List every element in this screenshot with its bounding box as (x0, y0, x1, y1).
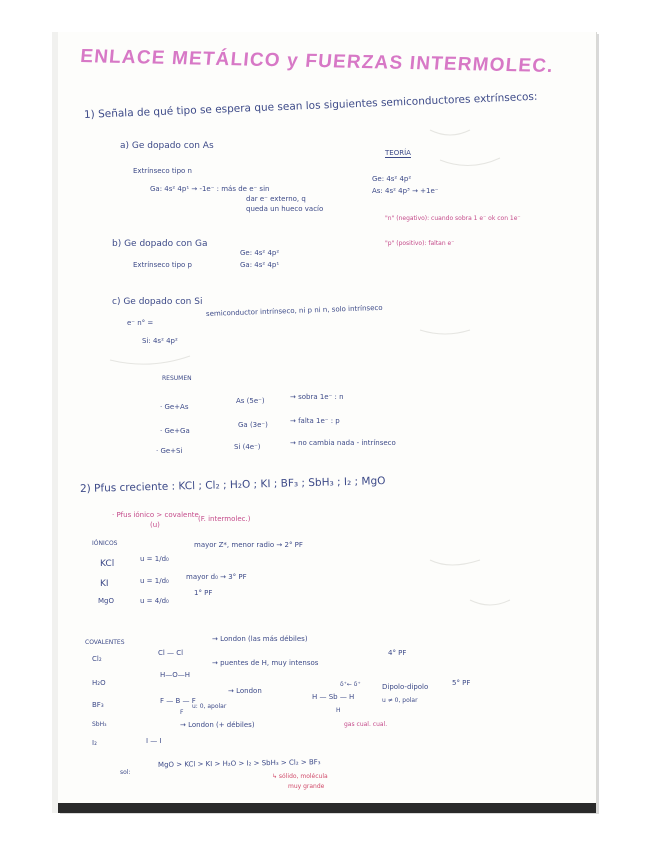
cov-bf3-structure: F — B — F (160, 697, 196, 705)
q1-b-ga: Ga: 4s² 4p¹ (240, 261, 280, 269)
solution-note-1: ↳ sólido, molécula (272, 773, 328, 780)
cov-i2-structure: I — I (146, 737, 162, 745)
ionic-ki: KI (100, 579, 109, 589)
resumen-1-pair: · Ge+As (160, 403, 189, 411)
q1-c-line2: semiconductor intrínseco, ni p ni n, solo intrínseco (205, 303, 383, 318)
covalentes-heading: COVALENTES (85, 639, 125, 646)
cov-gas-note: gas cual. cual. (344, 721, 388, 728)
cov-sbh3-pf: 5° PF (452, 679, 471, 687)
cov-sbh3-structure: H — Sb — H (312, 693, 355, 701)
cov-sbh3-lower-h: H (336, 707, 341, 714)
ionic-ki-note: mayor d₀ → 3° PF (186, 573, 247, 581)
page-title: ENLACE METÁLICO y FUERZAS INTERMOLEC. (79, 46, 555, 77)
q2-rule: · Pfus iónico > covalente (112, 511, 199, 519)
solution-note-2: muy grande (288, 783, 325, 790)
cov-cl2: Cl₂ (92, 655, 102, 663)
q1-c-line3: Si: 4s² 4p² (142, 337, 178, 345)
ionic-mgo-note: 1° PF (194, 589, 213, 597)
cov-bf3-note2: u: 0, apolar (192, 703, 227, 710)
ionic-kcl-formula: u = 1/d₀ (140, 555, 169, 563)
resumen-2-result: → falta 1e⁻ : p (290, 417, 340, 425)
cov-h2o: H₂O (92, 679, 106, 687)
teoria-as: As: 4s² 4p³ → +1e⁻ (372, 187, 439, 195)
cov-i2-note: → London (+ débiles) (180, 721, 255, 729)
q1-prompt: 1) Señala de qué tipo se espera que sean los siguientes semiconductores extrínsecos: (83, 90, 538, 121)
q1-a-line1: Extrínseco tipo n (133, 167, 192, 175)
resumen-3-result: → no cambia nada - intrínseco (290, 439, 396, 447)
solution-label: sol: (120, 769, 131, 776)
cov-sbh3: SbH₃ (92, 721, 107, 728)
resumen-1-electrons: As (5e⁻) (236, 397, 265, 405)
q2-rule-covalent-note: (F. intermolec.) (198, 515, 251, 523)
cov-bf3-lower-f: F (180, 709, 184, 716)
resumen-3-electrons: Si (4e⁻) (234, 443, 261, 451)
cov-sbh3-charge: δ⁺← δ⁺ (340, 681, 361, 688)
q1-b-ge: Ge: 4s² 4p² (240, 249, 280, 257)
ionic-mgo: MgO (98, 597, 114, 605)
q1-a-line4: queda un hueco vacío (246, 205, 324, 213)
teoria-heading: TEORÍA (385, 149, 411, 157)
ionic-kcl: KCl (100, 559, 115, 569)
q1-b-label: b) Ge dopado con Ga (112, 239, 208, 249)
resumen-1-result: → sobra 1e⁻ : n (290, 393, 344, 401)
resumen-heading: RESUMEN (162, 375, 192, 382)
q2-rule-ionic-note: (u) (150, 521, 160, 529)
resumen-3-pair: · Ge+Si (156, 447, 183, 455)
ionicos-heading: IÓNICOS (92, 540, 118, 547)
q1-b-line1: Extrínseco tipo p (133, 261, 192, 269)
cov-h2o-note: → puentes de H, muy intensos (212, 659, 319, 667)
ionic-kcl-note: mayor Z*, menor radio → 2° PF (194, 541, 303, 549)
cov-sbh3-note2: u ≠ 0, polar (382, 697, 418, 704)
resumen-2-electrons: Ga (3e⁻) (238, 421, 268, 429)
cov-cl2-structure: Cl — Cl (158, 649, 184, 657)
q1-a-line2: Ga: 4s² 4p¹ → -1e⁻ : más de e⁻ sin (150, 185, 270, 193)
resumen-2-pair: · Ge+Ga (160, 427, 190, 435)
solution-order: MgO > KCl > KI > H₂O > I₂ > SbH₃ > Cl₂ > BF₃ (157, 758, 321, 769)
q2-prompt: 2) Pfus creciente : KCl ; Cl₂ ; H₂O ; KI ; BF₃ ; SbH₃ ; I₂ ; MgO (79, 475, 386, 495)
q1-a-line3: dar e⁻ externo, q (246, 195, 306, 203)
cov-bf3-note: → London (228, 687, 262, 695)
note-p-type: "p" (positivo): faltan e⁻ (385, 240, 455, 247)
cov-cl2-note: → London (las más débiles) (212, 635, 308, 643)
cov-sbh3-note: Dipolo-dipolo (382, 683, 429, 691)
note-n-type: "n" (negativo): cuando sobra 1 e⁻ ok con 1e⁻ (385, 215, 521, 222)
ionic-ki-formula: u = 1/d₀ (140, 577, 169, 585)
q1-c-line1: e⁻ n° = (127, 319, 154, 327)
teoria-ge: Ge: 4s² 4p² (372, 175, 412, 183)
ionic-mgo-formula: u = 4/d₀ (140, 597, 169, 605)
cov-h2o-pf: 4° PF (388, 649, 407, 657)
q1-a-label: a) Ge dopado con As (120, 141, 214, 151)
cov-h2o-structure: H—O—H (160, 671, 191, 679)
cov-bf3: BF₃ (92, 701, 104, 709)
cov-i2: I₂ (92, 739, 97, 747)
q1-c-label: c) Ge dopado con Si (112, 297, 203, 307)
